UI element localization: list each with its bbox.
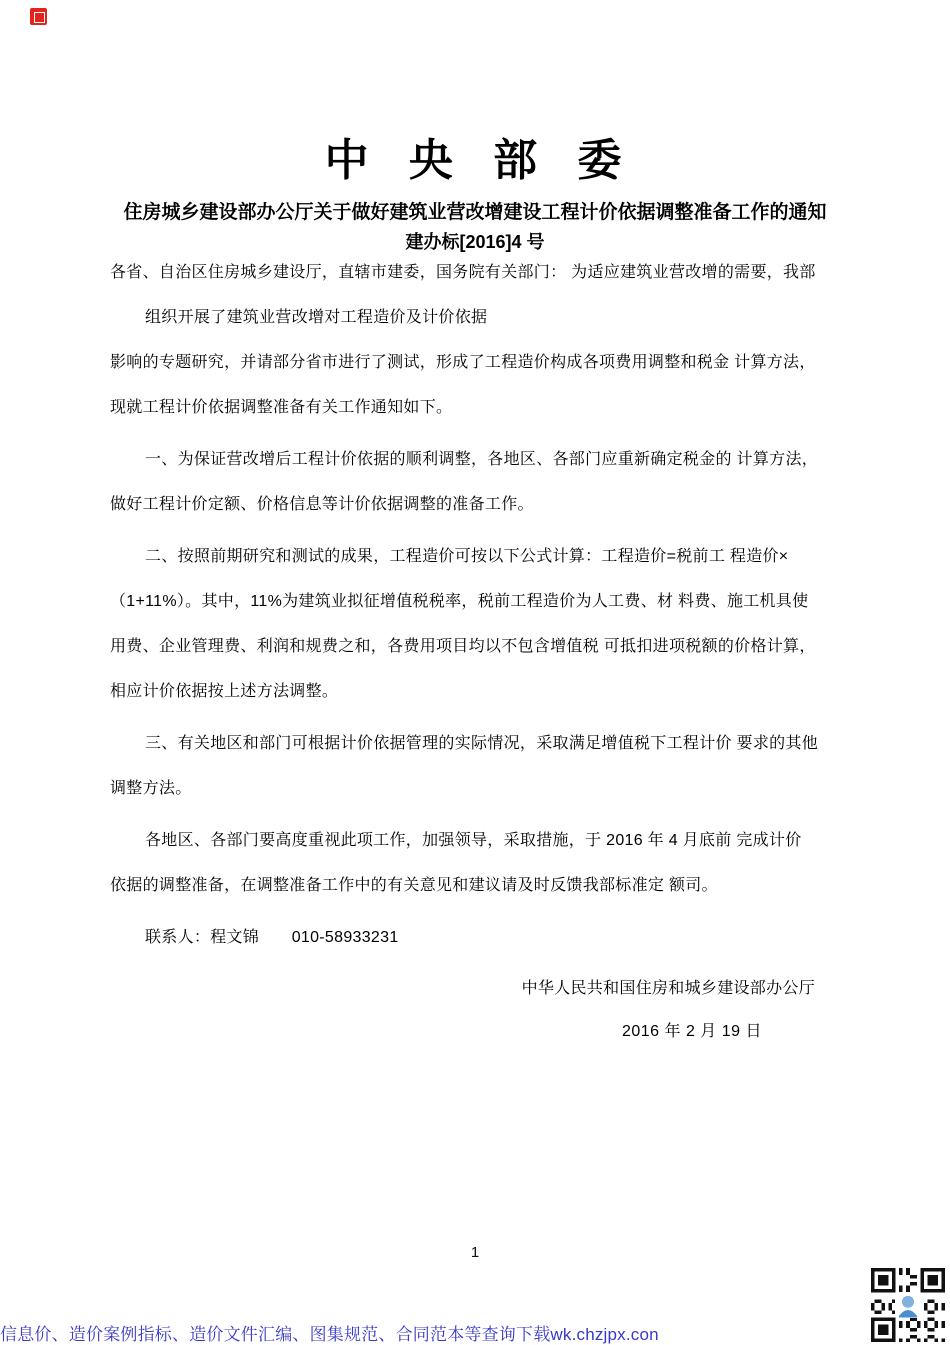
body-line: 三、有关地区和部门可根据计价依据管理的实际情况，采取满足增值税下工程计价 要求的其他 [145,735,819,752]
promo-download-link[interactable]: 信息价、造价案例指标、造价文件汇编、图集规范、合同范本等查询下载wk.chzjpx.con [0,1325,659,1344]
body-line: 组织开展了建筑业营改增对工程造价及计价依据 [145,309,488,326]
body-line: 各省、自治区住房城乡建设厅，直辖市建委，国务院有关部门： 为适应建筑业营改增的需要，我部 [110,264,816,281]
body-line: 影响的专题研究，并请部分省市进行了测试，形成了工程造价构成各项费用调整和税金 计算方法， [110,354,816,371]
doc-number: 建办标[2016]4 号 [405,232,545,252]
qr-code [871,1268,945,1342]
body-line: 用费、企业管理费、利润和规费之和，各费用项目均以不包含增值税 可抵扣进项税额的价格计算， [110,638,816,655]
page-title: 中 央 部 委 [324,136,626,185]
body-line: 各地区、各部门要高度重视此项工作，加强领导，采取措施，于 2016 年 4 月底前 完成计价 [145,832,802,849]
qr-code-svg [871,1268,945,1342]
contact-line: 联系人：程文锦 010-58933231 [145,929,399,946]
body-line: 现就工程计价依据调整准备有关工作通知如下。 [110,399,453,416]
signature-org: 中华人民共和国住房和城乡建设部办公厅 [521,980,815,997]
body-line: 做好工程计价定额、价格信息等计价依据调整的准备工作。 [110,496,534,513]
signature-date: 2016 年 2 月 19 日 [621,1023,762,1040]
body-line: 依据的调整准备，在调整准备工作中的有关意见和建议请及时反馈我部标准定 额司。 [110,877,718,894]
red-annotation-icon [30,8,47,25]
document-body [110,250,850,960]
body-line: 二、按照前期研究和测试的成果，工程造价可按以下公式计算：工程造价=税前工 程造价× [145,548,789,565]
page-number: 1 [470,1244,480,1261]
body-line: 相应计价依据按上述方法调整。 [110,683,339,700]
body-line: 调整方法。 [110,780,192,797]
doc-subtitle: 住房城乡建设部办公厅关于做好建筑业营改增建设工程计价依据调整准备工作的通知 [123,202,827,223]
person-icon [895,1292,921,1318]
body-line: （1+11%）。其中，11%为建筑业拟征增值税税率，税前工程造价为人工费、材 料费、施工机具使 [110,593,809,610]
body-line: 一、为保证营改增后工程计价依据的顺利调整，各地区、各部门应重新确定税金的 计算方法， [145,451,819,468]
